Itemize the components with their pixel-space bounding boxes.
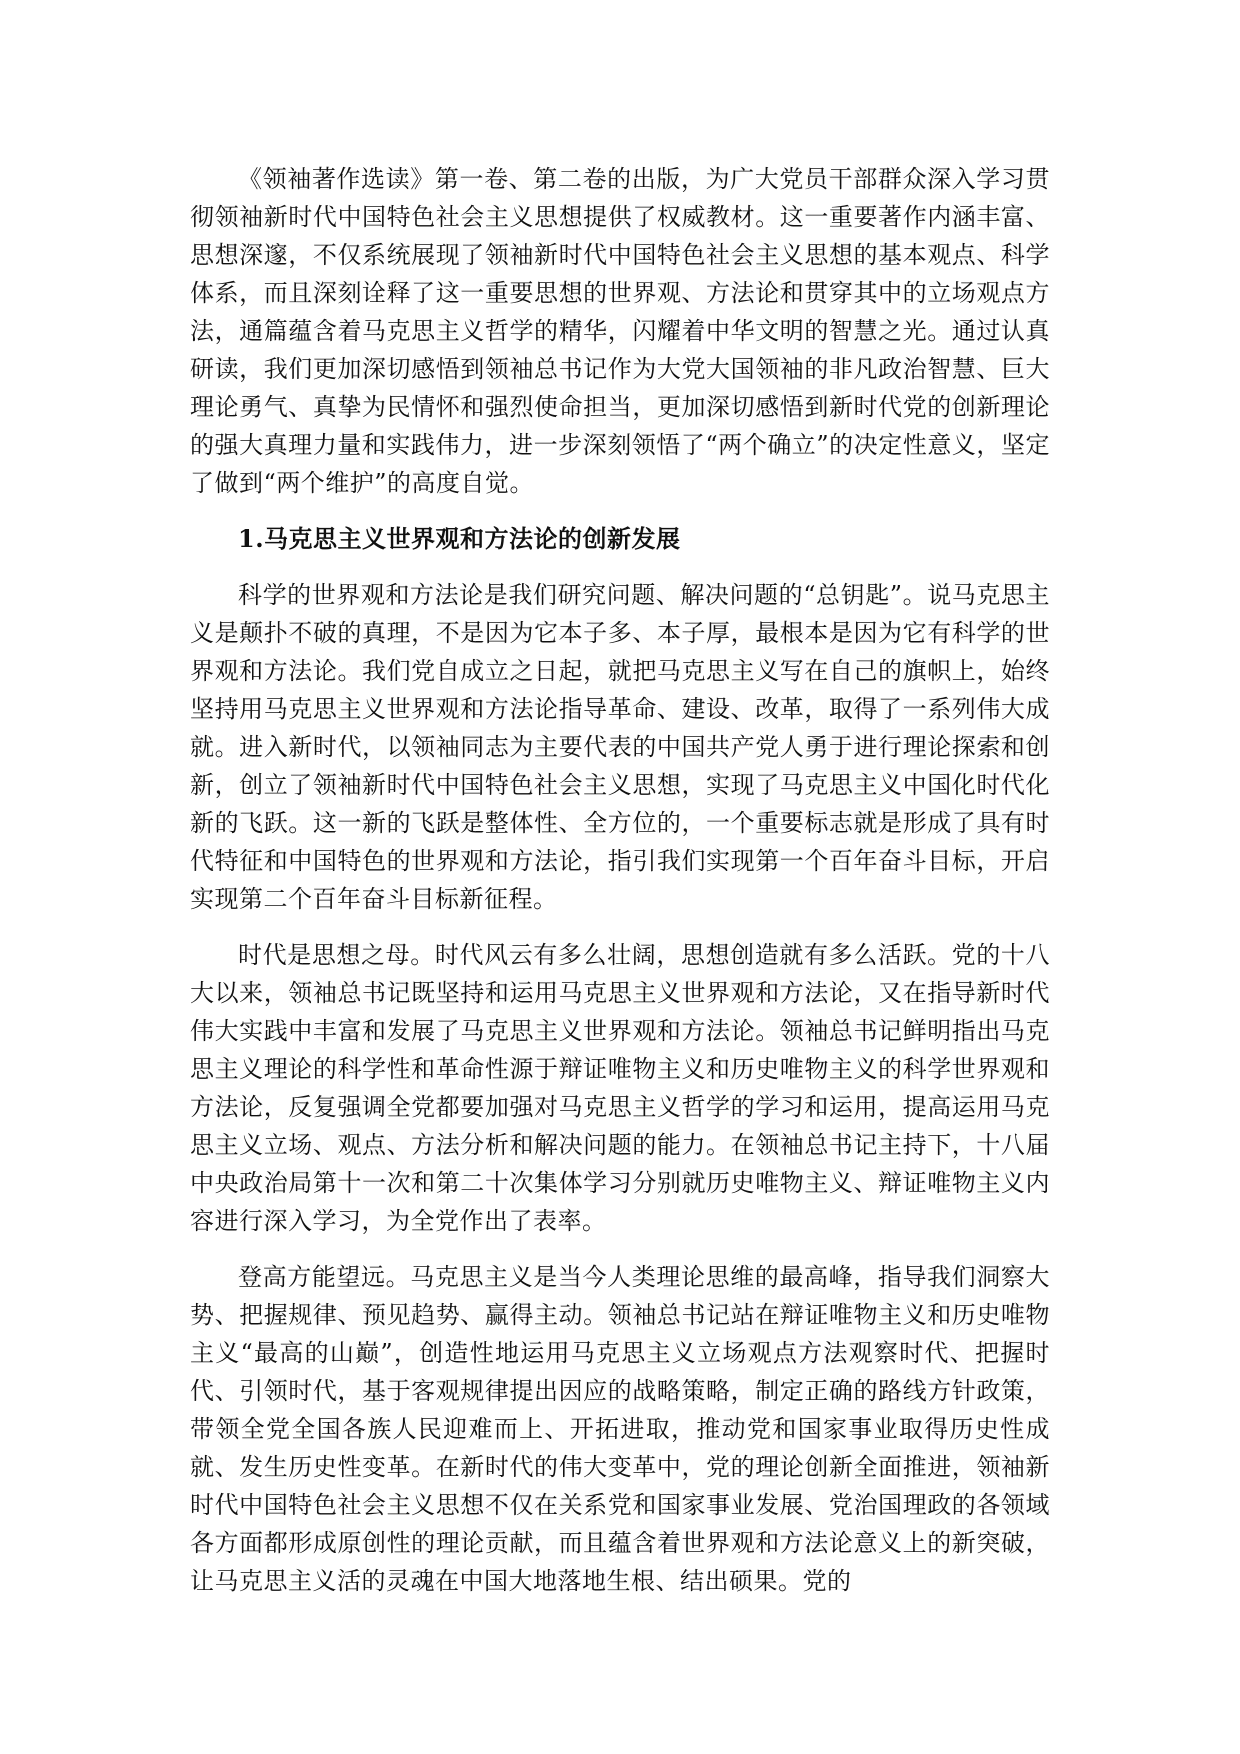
- section-paragraph-2: 时代是思想之母。时代风云有多么壮阔，思想创造就有多么活跃。党的十八大以来，领袖总书记既坚持和运用马克思主义世界观和方法论，又在指导新时代伟大实践中丰富和发展了马克思主义世界观和方法论。领袖总书记鲜明指出马克思主义理论的科学性和革命性源于辩证唯物主义和历史唯物主义的科学世界观和方法论，反复强调全党都要加强对马克思主义哲学的学习和运用，提高运用马克思主义立场、观点、方法分析和解决问题的能力。在领袖总书记主持下，十八届中央政治局第十一次和第二十次集体学习分别就历史唯物主义、辩证唯物主义内容进行深入学习，为全党作出了表率。: [190, 941, 1050, 1235]
- intro-paragraph: 《领袖著作选读》第一卷、第二卷的出版，为广大党员干部群众深入学习贯彻领袖新时代中国特色社会主义思想提供了权威教材。这一重要著作内涵丰富、思想深邃，不仅系统展现了领袖新时代中国特色社会主义思想的基本观点、科学体系，而且深刻诠释了这一重要思想的世界观、方法论和贯穿其中的立场观点方法，通篇蕴含着马克思主义哲学的精华，闪耀着中华文明的智慧之光。通过认真研读，我们更加深切感悟到领袖总书记作为大党大国领袖的非凡政治智慧、巨大理论勇气、真挚为民情怀和强烈使命担当，更加深切感悟到新时代党的创新理论的强大真理力量和实践伟力，进一步深刻领悟了“两个确立”的决定性意义，坚定了做到“两个维护”的高度自觉。: [190, 165, 1050, 497]
- section-heading: 1.马克思主义世界观和方法论的创新发展: [238, 524, 681, 553]
- section-paragraph-1: 科学的世界观和方法论是我们研究问题、解决问题的“总钥匙”。说马克思主义是颠扑不破的真理，不是因为它本子多、本子厚，最根本是因为它有科学的世界观和方法论。我们党自成立之日起，就把马克思主义写在自己的旗帜上，始终坚持用马克思主义世界观和方法论指导革命、建设、改革，取得了一系列伟大成就。进入新时代，以领袖同志为主要代表的中国共产党人勇于进行理论探索和创新，创立了领袖新时代中国特色社会主义思想，实现了马克思主义中国化时代化新的飞跃。这一新的飞跃是整体性、全方位的，一个重要标志就是形成了具有时代特征和中国特色的世界观和方法论，指引我们实现第一个百年奋斗目标，开启实现第二个百年奋斗目标新征程。: [190, 581, 1050, 913]
- document-body: [190, 160, 1050, 1618]
- section-paragraph-3: 登高方能望远。马克思主义是当今人类理论思维的最高峰，指导我们洞察大势、把握规律、预见趋势、赢得主动。领袖总书记站在辩证唯物主义和历史唯物主义“最高的山巅”，创造性地运用马克思主义立场观点方法观察时代、把握时代、引领时代，基于客观规律提出因应的战略策略，制定正确的路线方针政策，带领全党全国各族人民迎难而上、开拓进取，推动党和国家事业取得历史性成就、发生历史性变革。在新时代的伟大变革中，党的理论创新全面推进，领袖新时代中国特色社会主义思想不仅在关系党和国家事业发展、党治国理政的各领域各方面都形成原创性的理论贡献，而且蕴含着世界观和方法论意义上的新突破，让马克思主义活的灵魂在中国大地落地生根、结出硕果。党的: [190, 1263, 1050, 1595]
